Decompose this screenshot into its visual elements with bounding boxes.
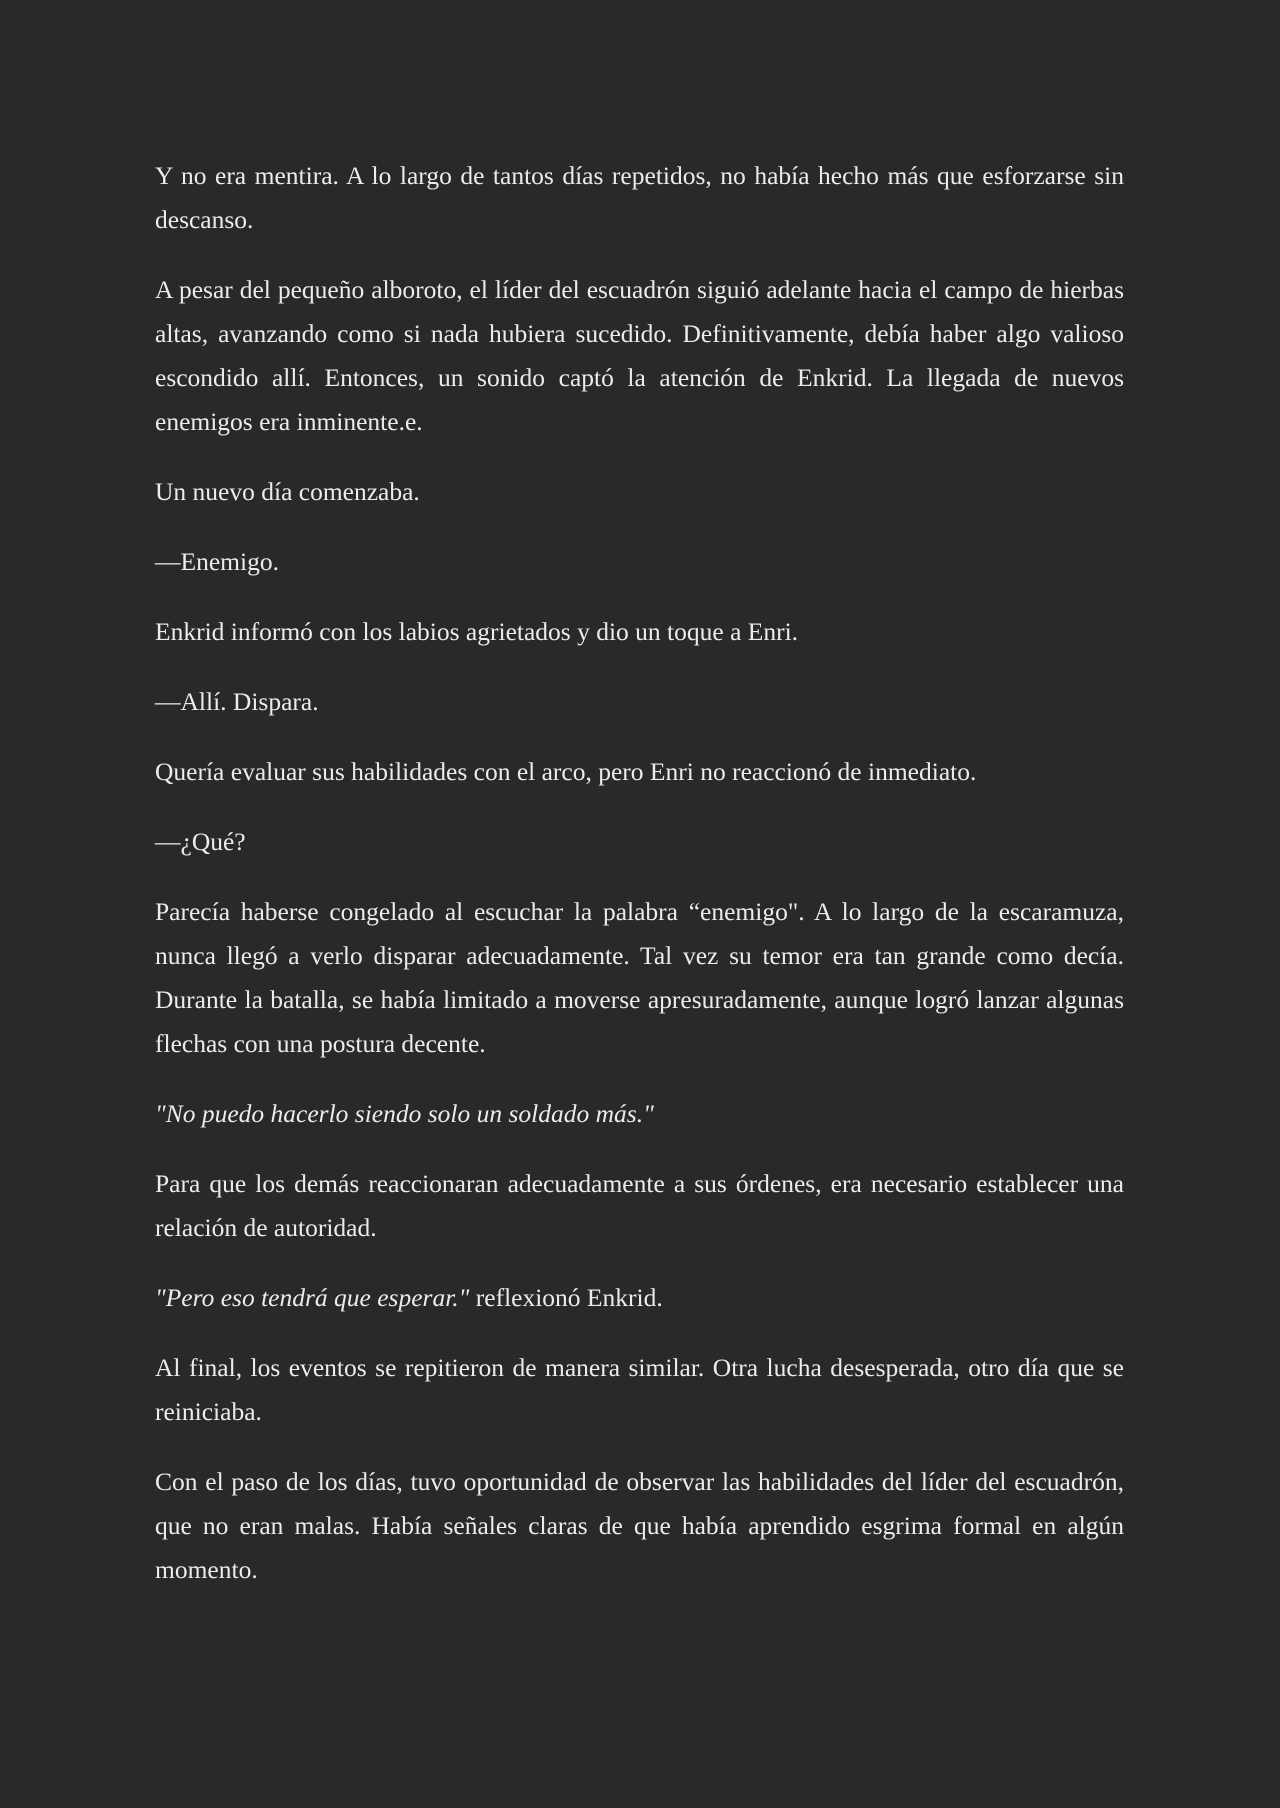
thought-attribution: reflexionó Enkrid.: [469, 1283, 663, 1312]
thought-text: "Pero eso tendrá que esperar.": [155, 1283, 470, 1312]
chapter-text: [155, 154, 1124, 1618]
paragraph: Un nuevo día comenzaba.: [155, 477, 420, 506]
paragraph: Y no era mentira. A lo largo de tantos días repetidos, no había hecho más que esforzarse sin descanso.: [155, 161, 1124, 234]
paragraph: Al final, los eventos se repitieron de manera similar. Otra lucha desesperada, otro día que se reiniciaba.: [155, 1353, 1124, 1426]
dialogue-line: —Allí. Dispara.: [155, 687, 319, 716]
thought-line: [155, 1092, 1124, 1136]
thought-line: [155, 1276, 1124, 1320]
paragraph: Enkrid informó con los labios agrietados y dio un toque a Enri.: [155, 617, 799, 646]
paragraph: Quería evaluar sus habilidades con el arco, pero Enri no reaccionó de inmediato.: [155, 757, 977, 786]
dialogue-line: —¿Qué?: [155, 827, 246, 856]
thought-text: "No puedo hacerlo siendo solo un soldado más.": [155, 1099, 654, 1128]
paragraph: Para que los demás reaccionaran adecuadamente a sus órdenes, era necesario establecer una relación de autoridad.: [155, 1169, 1124, 1242]
dialogue-line: —Enemigo.: [155, 547, 279, 576]
paragraph: A pesar del pequeño alboroto, el líder del escuadrón siguió adelante hacia el campo de hierbas altas, avanzando como si nada hubiera sucedido. Definitivamente, debía haber algo valioso escondido allí. Entonces, un sonido captó la atención de Enkrid. La llegada de nuevos enemigos era inminente.e.: [155, 275, 1124, 436]
paragraph: Con el paso de los días, tuvo oportunidad de observar las habilidades del líder del escuadrón, que no eran malas. Había señales claras de que había aprendido esgrima formal en algún momento.: [155, 1467, 1124, 1584]
paragraph: Parecía haberse congelado al escuchar la palabra “enemigo". A lo largo de la escaramuza, nunca llegó a verlo disparar adecuadamente. Tal vez su temor era tan grande como decía. Durante la batalla, se había limitado a moverse apresuradamente, aunque logró lanzar algunas flechas con una postura decente.: [155, 897, 1124, 1058]
